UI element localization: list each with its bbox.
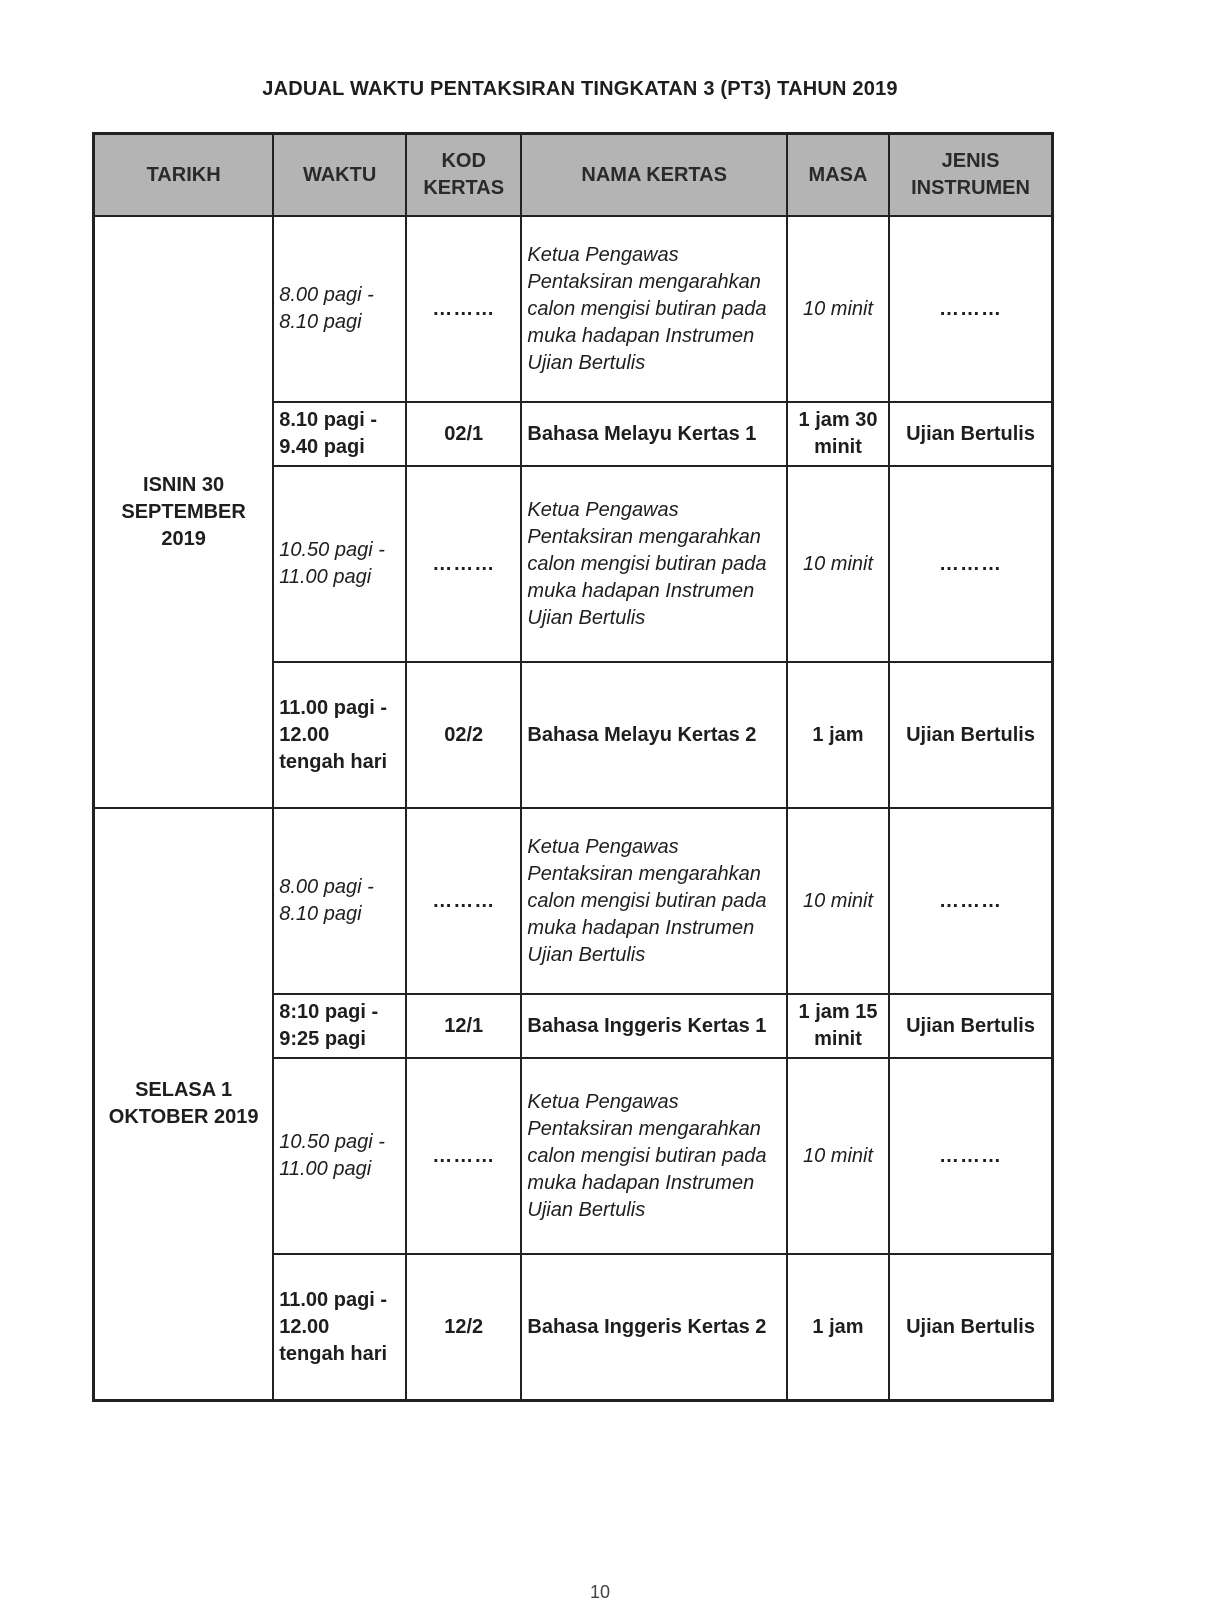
code-cell: 02/1 xyxy=(406,402,521,466)
header-kod-kertas: KOD KERTAS xyxy=(406,134,521,217)
header-waktu: WAKTU xyxy=(273,134,406,217)
instrument-cell: Ujian Bertulis xyxy=(889,1254,1052,1401)
table-row xyxy=(94,808,1053,994)
instrument-cell: Ujian Bertulis xyxy=(889,662,1052,808)
duration-cell: 10 minit xyxy=(787,466,889,662)
code-cell: ……… xyxy=(406,808,521,994)
time-cell: 11.00 pagi - 12.00 tengah hari xyxy=(273,1254,406,1401)
paper-name-cell: Ketua Pengawas Pentaksiran mengarahkan calon mengisi butiran pada muka hadapan Instrumen Ujian Bertulis xyxy=(521,1058,787,1254)
header-nama-kertas: NAMA KERTAS xyxy=(521,134,787,217)
paper-name-cell: Bahasa Melayu Kertas 2 xyxy=(521,662,787,808)
duration-cell: 1 jam 15 minit xyxy=(787,994,889,1058)
time-cell: 10.50 pagi - 11.00 pagi xyxy=(273,466,406,662)
duration-cell: 10 minit xyxy=(787,1058,889,1254)
paper-name-cell: Bahasa Melayu Kertas 1 xyxy=(521,402,787,466)
code-cell: 02/2 xyxy=(406,662,521,808)
header-jenis-instrumen: JENIS INSTRUMEN xyxy=(889,134,1052,217)
instrument-cell: ……… xyxy=(889,808,1052,994)
code-cell: 12/2 xyxy=(406,1254,521,1401)
header-tarikh: TARIKH xyxy=(94,134,274,217)
duration-cell: 10 minit xyxy=(787,216,889,402)
code-cell: ……… xyxy=(406,466,521,662)
time-cell: 8.10 pagi - 9.40 pagi xyxy=(273,402,406,466)
date-cell: ISNIN 30 SEPTEMBER 2019 xyxy=(94,216,274,808)
header-masa: MASA xyxy=(787,134,889,217)
code-cell: ……… xyxy=(406,1058,521,1254)
exam-schedule-table xyxy=(92,132,1054,1402)
header-row xyxy=(94,134,1053,217)
page-number: 10 xyxy=(589,1582,611,1602)
instrument-cell: ……… xyxy=(889,216,1052,402)
instrument-cell: Ujian Bertulis xyxy=(889,402,1052,466)
time-cell: 10.50 pagi - 11.00 pagi xyxy=(273,1058,406,1254)
paper-name-cell: Ketua Pengawas Pentaksiran mengarahkan calon mengisi butiran pada muka hadapan Instrumen Ujian Bertulis xyxy=(521,808,787,994)
time-cell: 11.00 pagi - 12.00 tengah hari xyxy=(273,662,406,808)
table-row xyxy=(94,216,1053,402)
duration-cell: 10 minit xyxy=(787,808,889,994)
instrument-cell: Ujian Bertulis xyxy=(889,994,1052,1058)
code-cell: 12/1 xyxy=(406,994,521,1058)
instrument-cell: ……… xyxy=(889,1058,1052,1254)
duration-cell: 1 jam xyxy=(787,1254,889,1401)
paper-name-cell: Ketua Pengawas Pentaksiran mengarahkan calon mengisi butiran pada muka hadapan Instrumen Ujian Bertulis xyxy=(521,466,787,662)
document-title: JADUAL WAKTU PENTAKSIRAN TINGKATAN 3 (PT3) TAHUN 2019 xyxy=(262,78,898,100)
duration-cell: 1 jam 30 minit xyxy=(787,402,889,466)
time-cell: 8:10 pagi - 9:25 pagi xyxy=(273,994,406,1058)
duration-cell: 1 jam xyxy=(787,662,889,808)
time-cell: 8.00 pagi - 8.10 pagi xyxy=(273,216,406,402)
time-cell: 8.00 pagi - 8.10 pagi xyxy=(273,808,406,994)
instrument-cell: ……… xyxy=(889,466,1052,662)
paper-name-cell: Bahasa Inggeris Kertas 1 xyxy=(521,994,787,1058)
code-cell: ……… xyxy=(406,216,521,402)
paper-name-cell: Bahasa Inggeris Kertas 2 xyxy=(521,1254,787,1401)
paper-name-cell: Ketua Pengawas Pentaksiran mengarahkan calon mengisi butiran pada muka hadapan Instrumen Ujian Bertulis xyxy=(521,216,787,402)
date-cell: SELASA 1 OKTOBER 2019 xyxy=(94,808,274,1401)
